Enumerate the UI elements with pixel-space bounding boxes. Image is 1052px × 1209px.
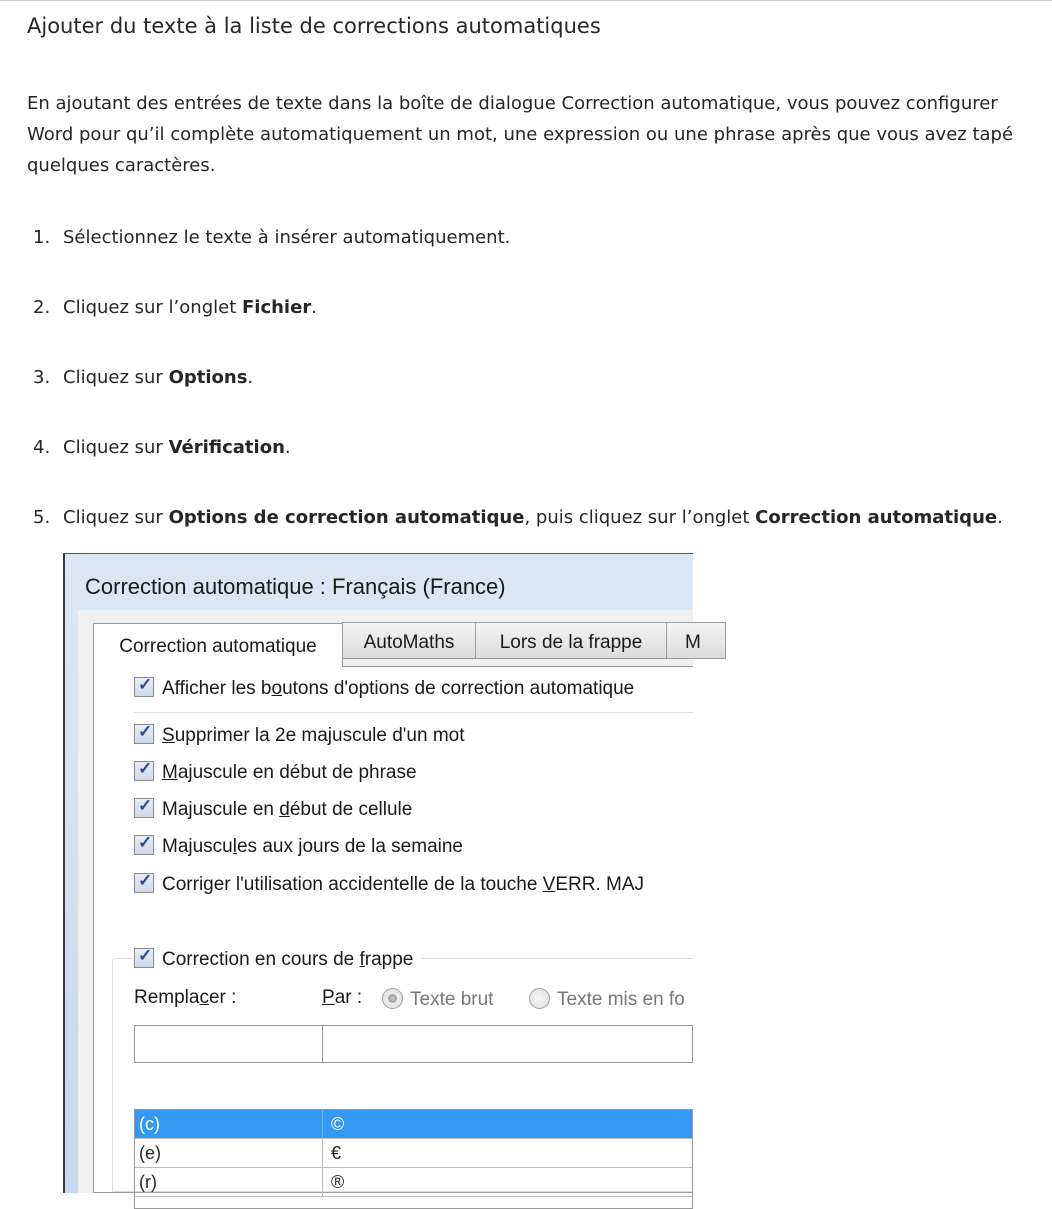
tab-autoformat-as-you-type[interactable]: Lors de la frappe <box>475 622 667 659</box>
step-text: . <box>311 297 317 318</box>
checkbox-checked-icon <box>134 798 154 818</box>
step-text: Sélectionnez le texte à insérer automatiquement. <box>63 227 511 248</box>
mnemonic: M <box>162 762 178 783</box>
mnemonic: d <box>279 799 290 820</box>
list-to: © <box>331 1114 345 1134</box>
step-bold: Options de correction automatique <box>168 507 525 528</box>
label: Afficher les b <box>162 678 272 699</box>
label: Texte mis en fo <box>557 989 685 1010</box>
section-heading: Ajouter du texte à la liste de corrections automatiques <box>27 14 601 38</box>
intro-paragraph: En ajoutant des entrées de texte dans la boîte de dialogue Correction automatique, vous pouvez configurer Word pour qu’il complète automatiquement un mot, une expression ou une phrase après que vous avez tapé quelques caractères. <box>27 93 1014 176</box>
list-to: ® <box>331 1172 345 1192</box>
step-number: 3. <box>33 367 51 388</box>
step-number: 4. <box>33 437 51 458</box>
step-1 <box>33 227 510 248</box>
checkbox-caps-lock[interactable] <box>134 873 644 896</box>
checkbox-checked-icon <box>134 873 154 893</box>
tab-content <box>93 666 693 1193</box>
checkbox-checked-icon <box>134 835 154 855</box>
label: ébut de cellule <box>289 799 413 820</box>
checkbox-capitalize-days[interactable] <box>134 835 463 858</box>
label: Majuscule en <box>162 799 280 820</box>
with-label <box>322 987 362 1009</box>
radio-plain-text[interactable] <box>382 988 493 1011</box>
autocorrect-dialog-screenshot <box>63 553 701 1193</box>
label: Correction en cours de <box>162 949 360 970</box>
checkbox-show-autocorrect-buttons[interactable] <box>134 677 634 700</box>
mnemonic: c <box>199 987 209 1008</box>
tab-autocorrect[interactable]: Correction automatique <box>93 623 343 667</box>
mnemonic: P <box>322 987 335 1008</box>
label: utons d'options de correction automatique <box>282 678 635 699</box>
step-text: Cliquez sur <box>63 507 169 528</box>
with-input[interactable] <box>322 1025 693 1063</box>
tab-automaths[interactable]: AutoMaths <box>342 622 476 659</box>
step-number: 1. <box>33 227 51 248</box>
list-to: € <box>331 1143 342 1163</box>
replace-label <box>134 987 236 1009</box>
step-number: 5. <box>33 507 51 528</box>
step-text: , puis cliquez sur l’onglet <box>524 507 756 528</box>
label: Corriger l'utilisation accidentelle de la touche <box>162 874 543 895</box>
label: er : <box>208 987 237 1008</box>
radio-unselected-icon <box>529 988 550 1009</box>
step-bold: Fichier <box>241 297 312 318</box>
step-5 <box>33 507 1003 528</box>
checkbox-two-initial-capitals[interactable] <box>134 724 465 747</box>
checkbox-capitalize-sentences[interactable] <box>134 761 417 784</box>
label: Rempla <box>134 987 200 1008</box>
checkbox-checked-icon <box>134 677 154 697</box>
checkbox-checked-icon <box>134 724 154 744</box>
label: upprimer la 2e majuscule d'un mot <box>174 725 465 746</box>
step-bold: Options <box>168 367 248 388</box>
step-text: . <box>997 507 1003 528</box>
dialog-panel <box>78 610 701 1193</box>
checkbox-checked-icon <box>134 761 154 781</box>
step-bold: Correction automatique <box>755 507 998 528</box>
mnemonic: V <box>542 874 556 895</box>
label: rappe <box>364 949 414 970</box>
list-row[interactable] <box>135 1139 692 1168</box>
checkbox-capitalize-cells[interactable] <box>134 798 412 821</box>
step-text: Cliquez sur <box>63 437 169 458</box>
list-row[interactable] <box>135 1110 692 1139</box>
checkbox-checked-icon <box>134 948 154 968</box>
list-from: (c) <box>139 1114 160 1134</box>
label: Majuscu <box>162 836 233 857</box>
label: ajuscule en début de phrase <box>177 762 417 783</box>
step-text: . <box>284 437 291 458</box>
list-from: (e) <box>139 1143 161 1163</box>
mnemonic: f <box>359 949 365 970</box>
label: es aux jours de la semaine <box>236 836 463 857</box>
separator <box>134 712 693 713</box>
mnemonic: o <box>271 678 283 699</box>
mnemonic: S <box>162 725 175 746</box>
mnemonic: l <box>232 836 237 857</box>
step-number: 2. <box>33 297 51 318</box>
replace-input[interactable] <box>134 1025 323 1063</box>
step-4 <box>33 437 291 458</box>
radio-formatted-text[interactable] <box>529 988 685 1011</box>
step-text: Cliquez sur l’onglet <box>63 297 242 318</box>
label: ar : <box>334 987 363 1008</box>
step-text: Cliquez sur <box>63 367 169 388</box>
step-bold: Vérification <box>168 437 285 458</box>
tab-truncated[interactable]: M <box>666 622 726 659</box>
label: ERR. MAJ <box>555 874 645 895</box>
top-divider <box>0 0 1052 1</box>
list-row[interactable] <box>135 1168 692 1197</box>
checkbox-replace-as-you-type[interactable] <box>134 948 421 971</box>
step-3 <box>33 367 253 388</box>
step-2 <box>33 297 317 318</box>
list-from: (r) <box>139 1172 157 1192</box>
dialog-title: Correction automatique : Français (France) <box>85 574 506 599</box>
step-text: . <box>247 367 254 388</box>
autocorrect-list[interactable] <box>134 1109 693 1209</box>
label: Texte brut <box>410 989 494 1010</box>
radio-selected-icon <box>382 988 403 1009</box>
